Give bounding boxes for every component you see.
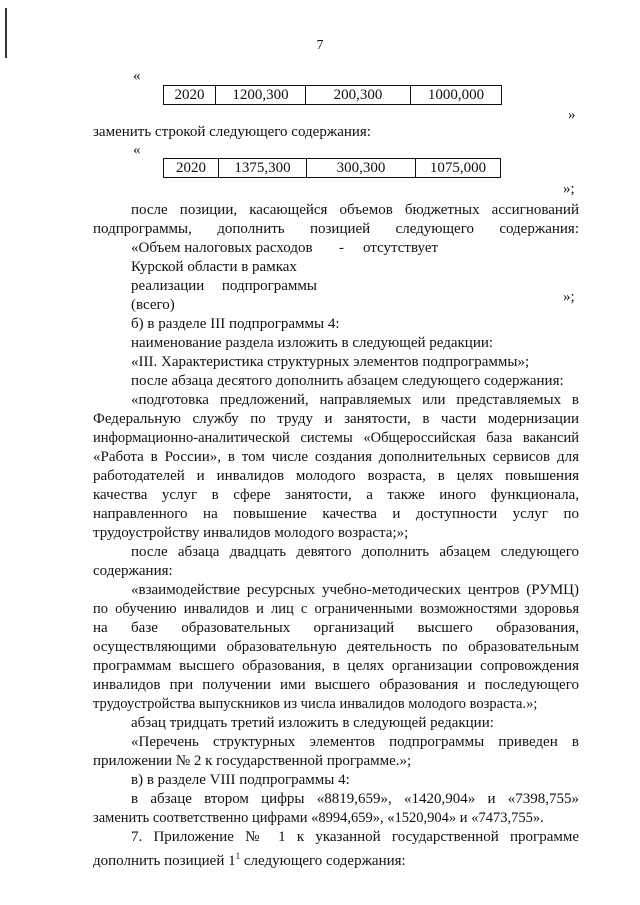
quote-close-1: »	[568, 107, 576, 123]
text-line: на базе образовательных организаций высшего образования,	[93, 620, 579, 636]
table-new	[163, 158, 501, 178]
text-line: информационно-аналитической системы «Общероссийская база вакансий	[93, 430, 579, 446]
table-row	[164, 159, 501, 178]
text-line: подпрограммы, дополнить позицией следующего содержания:	[93, 221, 579, 237]
table-cell: 1200,300	[216, 86, 306, 105]
text-line: 7. Приложение № 1 к указанной государственной программе	[131, 829, 579, 845]
text-line: «взаимодействие ресурсных учебно-методических центров (РУМЦ)	[131, 582, 579, 598]
text-line: Федеральную службу по труду и занятости, в части модернизации	[93, 411, 579, 427]
text-line	[93, 846, 579, 871]
text-line: б) в разделе III подпрограммы 4:	[131, 316, 340, 332]
text-line: после позиции, касающейся объемов бюджетных ассигнований	[131, 202, 579, 218]
quote-close-2: »;	[563, 181, 575, 197]
text-line: «Перечень структурных элементов подпрограммы приведен в	[131, 734, 579, 750]
quote-open-1: «	[133, 68, 141, 84]
replace-text: заменить строкой следующего содержания:	[93, 124, 371, 140]
table-cell: 1075,000	[416, 159, 501, 178]
text-line: инвалидов при получении ими высшего образования и последующего	[93, 677, 579, 693]
table-cell: 2020	[164, 86, 216, 105]
tax-dash: -	[339, 240, 344, 256]
text-line: направленного на повышение качества и доступности услуг по	[93, 506, 579, 522]
text-line: «подготовка предложений, направляемых или представляемых в	[131, 392, 579, 408]
text-span: дополнить позицией 1	[93, 853, 236, 869]
table-cell: 300,300	[307, 159, 416, 178]
quote-open-2: «	[133, 142, 141, 158]
text-line: после абзаца десятого дополнить абзацем следующего содержания:	[131, 373, 564, 389]
table-row	[164, 86, 502, 105]
text-line: наименование раздела изложить в следующей редакции:	[131, 335, 494, 351]
text-line: осуществляющими образовательную деятельность по образовательным	[93, 639, 579, 655]
text-line: после абзаца двадцать девятого дополнить абзацем следующего	[131, 544, 579, 560]
text-line: по обучению инвалидов и лиц с ограниченными возможностями здоровья	[93, 601, 579, 617]
text-line: программам высшего образования, в целях организации сопровождения	[93, 658, 579, 674]
text-line: содержания:	[93, 563, 173, 579]
tax-label-line: (всего)	[131, 297, 175, 313]
text-line: в абзаце втором цифры «8819,659», «1420,904» и «7398,755»	[131, 791, 579, 807]
text-span: следующего содержания:	[240, 853, 406, 869]
text-line: работодателей и инвалидов молодого возраста, в целях повышения	[93, 468, 579, 484]
text-line: «Работа в России», в том числе создания дополнительных сервисов для	[93, 449, 579, 465]
table-cell: 2020	[164, 159, 219, 178]
table-cell: 200,300	[306, 86, 411, 105]
tax-label-line: «Объем налоговых расходов	[131, 240, 313, 256]
tax-end: »;	[563, 289, 575, 305]
superscript: 1	[235, 851, 241, 861]
text-line: трудоустройству инвалидов молодого возраста;»;	[93, 525, 409, 541]
tax-label-line: Курской области в рамках	[131, 259, 297, 275]
text-line: приложении № 2 к государственной программе.»;	[93, 753, 412, 769]
text-line: в) в разделе VIII подпрограммы 4:	[131, 772, 350, 788]
tax-label-line: реализации подпрограммы	[131, 278, 317, 294]
text-line: абзац тридцать третий изложить в следующей редакции:	[131, 715, 494, 731]
table-cell: 1375,300	[219, 159, 307, 178]
table-cell: 1000,000	[411, 86, 502, 105]
tax-value: отсутствует	[363, 240, 439, 256]
page-number: 7	[316, 38, 324, 53]
table-old	[163, 85, 502, 105]
text-line: трудоустройства выпускников из числа инвалидов молодого возраста.»;	[93, 696, 538, 712]
text-line: заменить соответственно цифрами «8994,659», «1520,904» и «7473,755».	[93, 810, 544, 826]
text-line: качества услуг в сфере занятости, а также иного функционала,	[93, 487, 579, 503]
text-line: «III. Характеристика структурных элементов подпрограммы»;	[131, 354, 530, 370]
